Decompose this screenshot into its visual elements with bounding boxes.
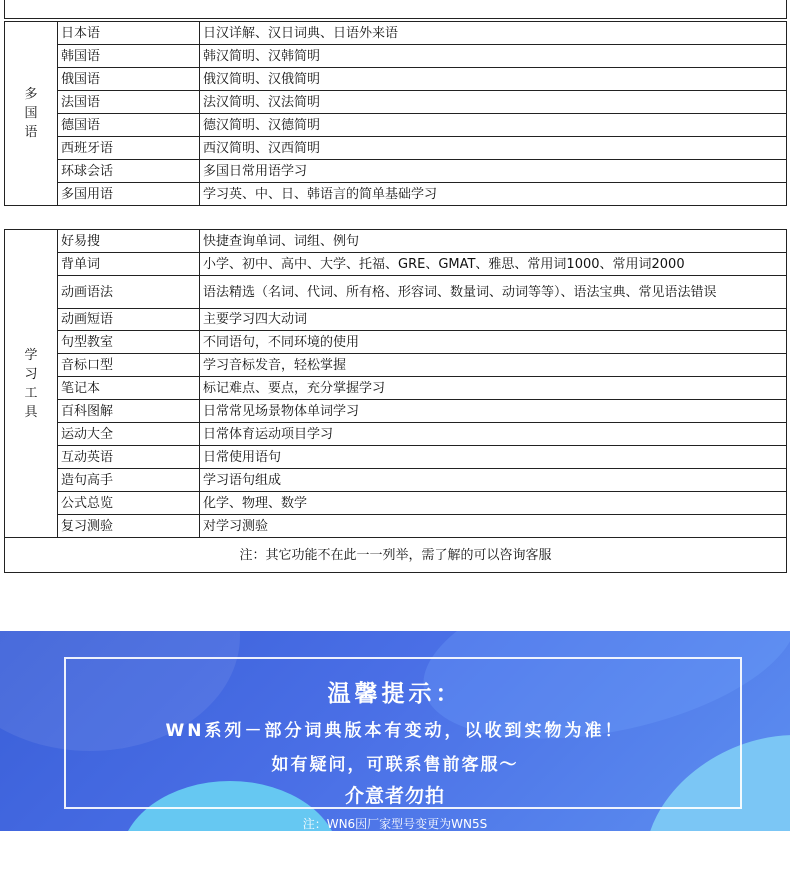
table-row — [5, 160, 787, 183]
feature-description: 主要学习四大动词 — [200, 309, 787, 331]
table-row — [5, 114, 787, 137]
feature-description: 学习音标发音，轻松掌握 — [200, 354, 787, 377]
previous-table-fragment — [4, 0, 787, 19]
table-row — [5, 492, 787, 515]
table-row — [5, 183, 787, 206]
feature-name: 公式总览 — [58, 492, 200, 515]
feature-name: 音标口型 — [58, 354, 200, 377]
feature-description: 韩汉简明、汉韩简明 — [200, 45, 787, 68]
table-row — [5, 515, 787, 538]
table-row — [5, 446, 787, 469]
language-category-cell — [5, 22, 58, 206]
feature-description: 日常常见场景物体单词学习 — [200, 400, 787, 423]
tools-table — [4, 229, 787, 573]
table-row — [5, 331, 787, 354]
feature-description: 不同语句，不同环境的使用 — [200, 331, 787, 354]
feature-description: 标记难点、要点，充分掌握学习 — [200, 377, 787, 400]
notice-line-1: WN系列－部分词典版本有变动，以收到实物为准！ — [165, 721, 625, 741]
feature-name: 西班牙语 — [58, 137, 200, 160]
feature-name: 造句高手 — [58, 469, 200, 492]
table-row — [5, 22, 787, 45]
notice-title: 温馨提示： — [327, 681, 463, 707]
feature-description: 多国日常用语学习 — [200, 160, 787, 183]
table-note-row — [5, 538, 787, 573]
model-change-footnote: 注：WN6因厂家型号变更为WN5S — [302, 817, 488, 831]
feature-name: 韩国语 — [58, 45, 200, 68]
table-row — [5, 469, 787, 492]
feature-name: 环球会话 — [58, 160, 200, 183]
feature-name: 句型教室 — [58, 331, 200, 354]
languages-table — [4, 21, 787, 206]
notice-line-3: 介意者勿拍 — [344, 785, 445, 807]
feature-description: 学习英、中、日、韩语言的简单基础学习 — [200, 183, 787, 206]
feature-name: 复习测验 — [58, 515, 200, 538]
table-row — [5, 377, 787, 400]
table-row — [5, 400, 787, 423]
table-row — [5, 68, 787, 91]
feature-description: 俄汉简明、汉俄简明 — [200, 68, 787, 91]
feature-description: 西汉简明、汉西简明 — [200, 137, 787, 160]
feature-description: 小学、初中、高中、大学、托福、GRE、GMAT、雅思、常用词1000、常用词2000 — [200, 253, 787, 276]
feature-name: 俄国语 — [58, 68, 200, 91]
feature-name: 动画语法 — [58, 276, 200, 309]
table-row — [5, 354, 787, 377]
feature-name: 互动英语 — [58, 446, 200, 469]
table-row — [5, 423, 787, 446]
feature-description: 快捷查询单词、词组、例句 — [200, 230, 787, 253]
feature-description: 日常使用语句 — [200, 446, 787, 469]
notice-banner — [0, 631, 790, 831]
table-row — [5, 309, 787, 331]
feature-description: 日常体育运动项目学习 — [200, 423, 787, 446]
feature-name: 好易搜 — [58, 230, 200, 253]
feature-description: 德汉简明、汉德简明 — [200, 114, 787, 137]
table-row — [5, 253, 787, 276]
feature-description: 语法精选（名词、代词、所有格、形容词、数量词、动词等等）、语法宝典、常见语法错误 — [200, 276, 787, 309]
notice-line-2: 如有疑问，可联系售前客服～ — [271, 755, 519, 775]
feature-name: 日本语 — [58, 22, 200, 45]
table-note: 注：其它功能不在此一一列举，需了解的可以咨询客服 — [5, 538, 787, 573]
category-label: 学习工具 — [24, 347, 38, 420]
feature-name: 背单词 — [58, 253, 200, 276]
feature-name: 笔记本 — [58, 377, 200, 400]
feature-description: 日汉详解、汉日词典、日语外来语 — [200, 22, 787, 45]
feature-name: 运动大全 — [58, 423, 200, 446]
feature-name: 法国语 — [58, 91, 200, 114]
table-row — [5, 45, 787, 68]
feature-name: 多国用语 — [58, 183, 200, 206]
feature-description: 化学、物理、数学 — [200, 492, 787, 515]
feature-description: 法汉简明、汉法简明 — [200, 91, 787, 114]
table-row — [5, 91, 787, 114]
feature-description: 对学习测验 — [200, 515, 787, 538]
table-row — [5, 276, 787, 309]
category-label: 多国语 — [24, 87, 38, 140]
feature-description: 学习语句组成 — [200, 469, 787, 492]
feature-name: 动画短语 — [58, 309, 200, 331]
table-row — [5, 137, 787, 160]
feature-name: 德国语 — [58, 114, 200, 137]
feature-name: 百科图解 — [58, 400, 200, 423]
tools-category-cell — [5, 230, 58, 538]
table-row — [5, 230, 787, 253]
